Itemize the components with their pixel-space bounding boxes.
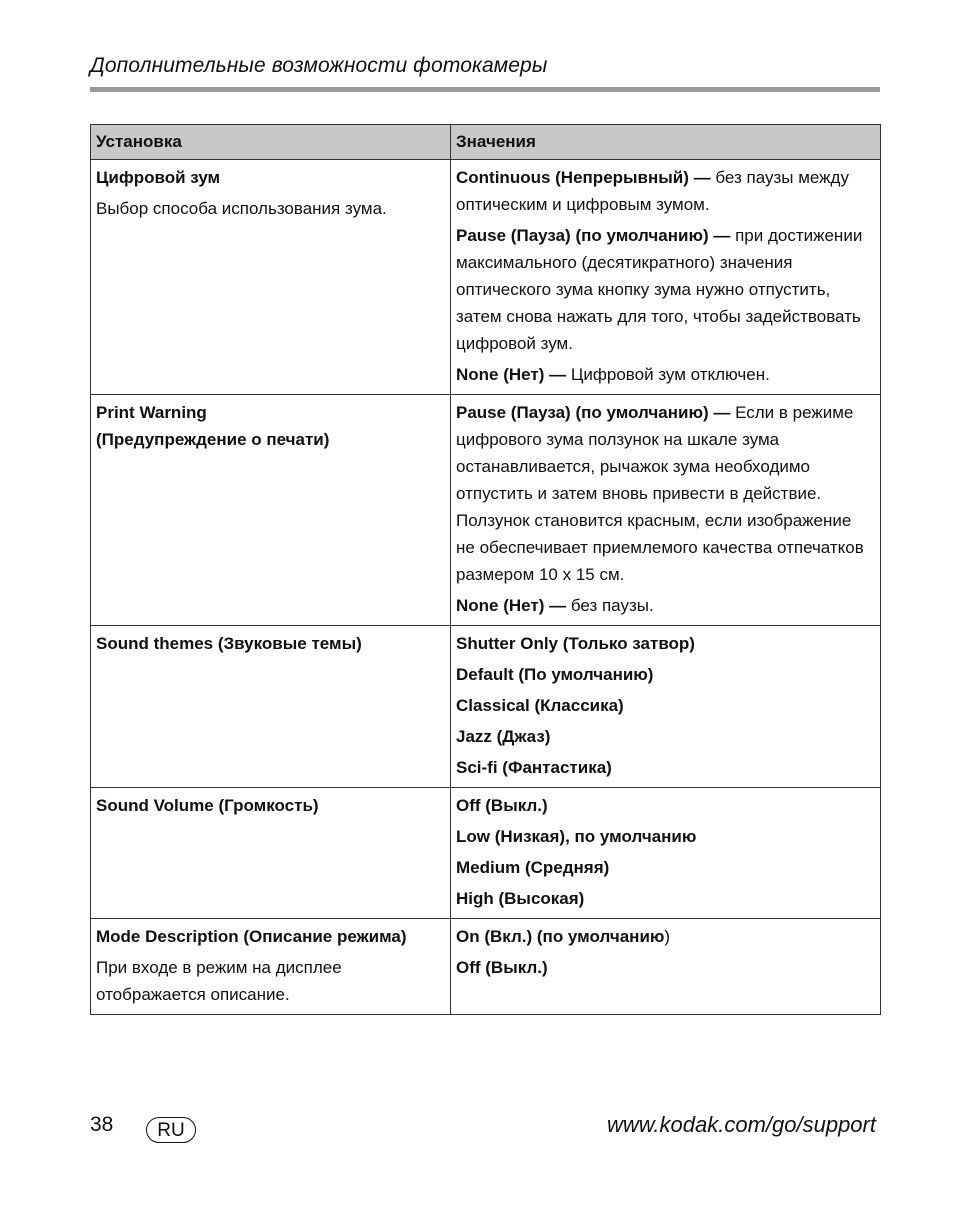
option-item: Sci-fi (Фантастика) [456,758,612,777]
option-item: Medium (Средняя) [456,858,610,877]
option-label: Pause (Пауза) (по умолчанию) — [456,226,731,245]
option-label: None (Нет) — [456,365,567,384]
setting-cell [91,919,451,1015]
option-label: Pause (Пауза) (по умолчанию) — [456,403,731,422]
option-text: без паузы между оптическим и цифровым зумом. [456,168,849,214]
table-row [91,919,881,1015]
option-label: On (Вкл.) (по умолчанию [456,927,665,946]
values-cell [451,788,881,919]
option-item: Jazz (Джаз) [456,727,551,746]
setting-name-line1: Print Warning [96,403,207,422]
setting-name: Sound Volume (Громкость) [96,796,319,815]
option-item: Classical (Классика) [456,696,624,715]
values-cell [451,395,881,626]
setting-name: Sound themes (Звуковые темы) [96,634,362,653]
setting-name-line2: (Предупреждение о печати) [96,430,330,449]
option-item [456,592,874,619]
option-item [456,361,874,388]
setting-cell [91,160,451,395]
table-row [91,395,881,626]
values-cell [451,626,881,788]
option-item: High (Высокая) [456,889,585,908]
setting-cell [91,788,451,919]
page-number: 38 [90,1113,114,1136]
language-badge: RU [146,1117,196,1143]
setting-cell [91,395,451,626]
option-label: Continuous (Непрерывный) — [456,168,711,187]
option-item: Low (Низкая), по умолчанию [456,827,697,846]
option-text: Если в режиме цифрового зума ползунок на шкале зума останавливается, рычажок зума необходимо отпустить и затем вновь привести в действие. Ползунок становится красным, если изображение не обеспечивает приемлемого качества отпечатков размером 10 x 15 см. [456,403,864,584]
setting-name: Mode Description (Описание режима) [96,927,407,946]
option-item: Shutter Only (Только затвор) [456,634,695,653]
setting-name: Цифровой зум [96,168,221,187]
option-item: Default (По умолчанию) [456,665,654,684]
table-row [91,626,881,788]
support-url: www.kodak.com/go/support [606,1112,876,1137]
settings-table [90,124,881,1015]
option-item [456,164,874,218]
setting-description: Выбор способа использования зума. [96,199,387,218]
option-item [456,923,874,950]
option-item: Off (Выкл.) [456,796,548,815]
option-item [456,222,874,357]
option-label: None (Нет) — [456,596,567,615]
setting-cell [91,626,451,788]
option-text: ) [664,927,671,946]
header-rule [90,87,880,92]
option-text: при достижении максимального (десятикратного) значения оптического зума кнопку зума нужно отпустить, затем снова нажать для того, чтобы задействовать цифровой зум. [456,226,863,353]
setting-description: При входе в режим на дисплее отображается описание. [96,958,342,1004]
column-header-setting: Установка [91,125,451,160]
table-row [91,160,881,395]
option-text: Цифровой зум отключен. [566,365,770,384]
values-cell [451,919,881,1015]
values-cell [451,160,881,395]
column-header-values: Значения [451,125,881,160]
table-header-row [91,125,881,160]
page-header-title: Дополнительные возможности фотокамеры [90,54,548,77]
option-item [456,399,874,588]
table-row [91,788,881,919]
option-item: Off (Выкл.) [456,958,548,977]
option-text: без паузы. [566,596,654,615]
